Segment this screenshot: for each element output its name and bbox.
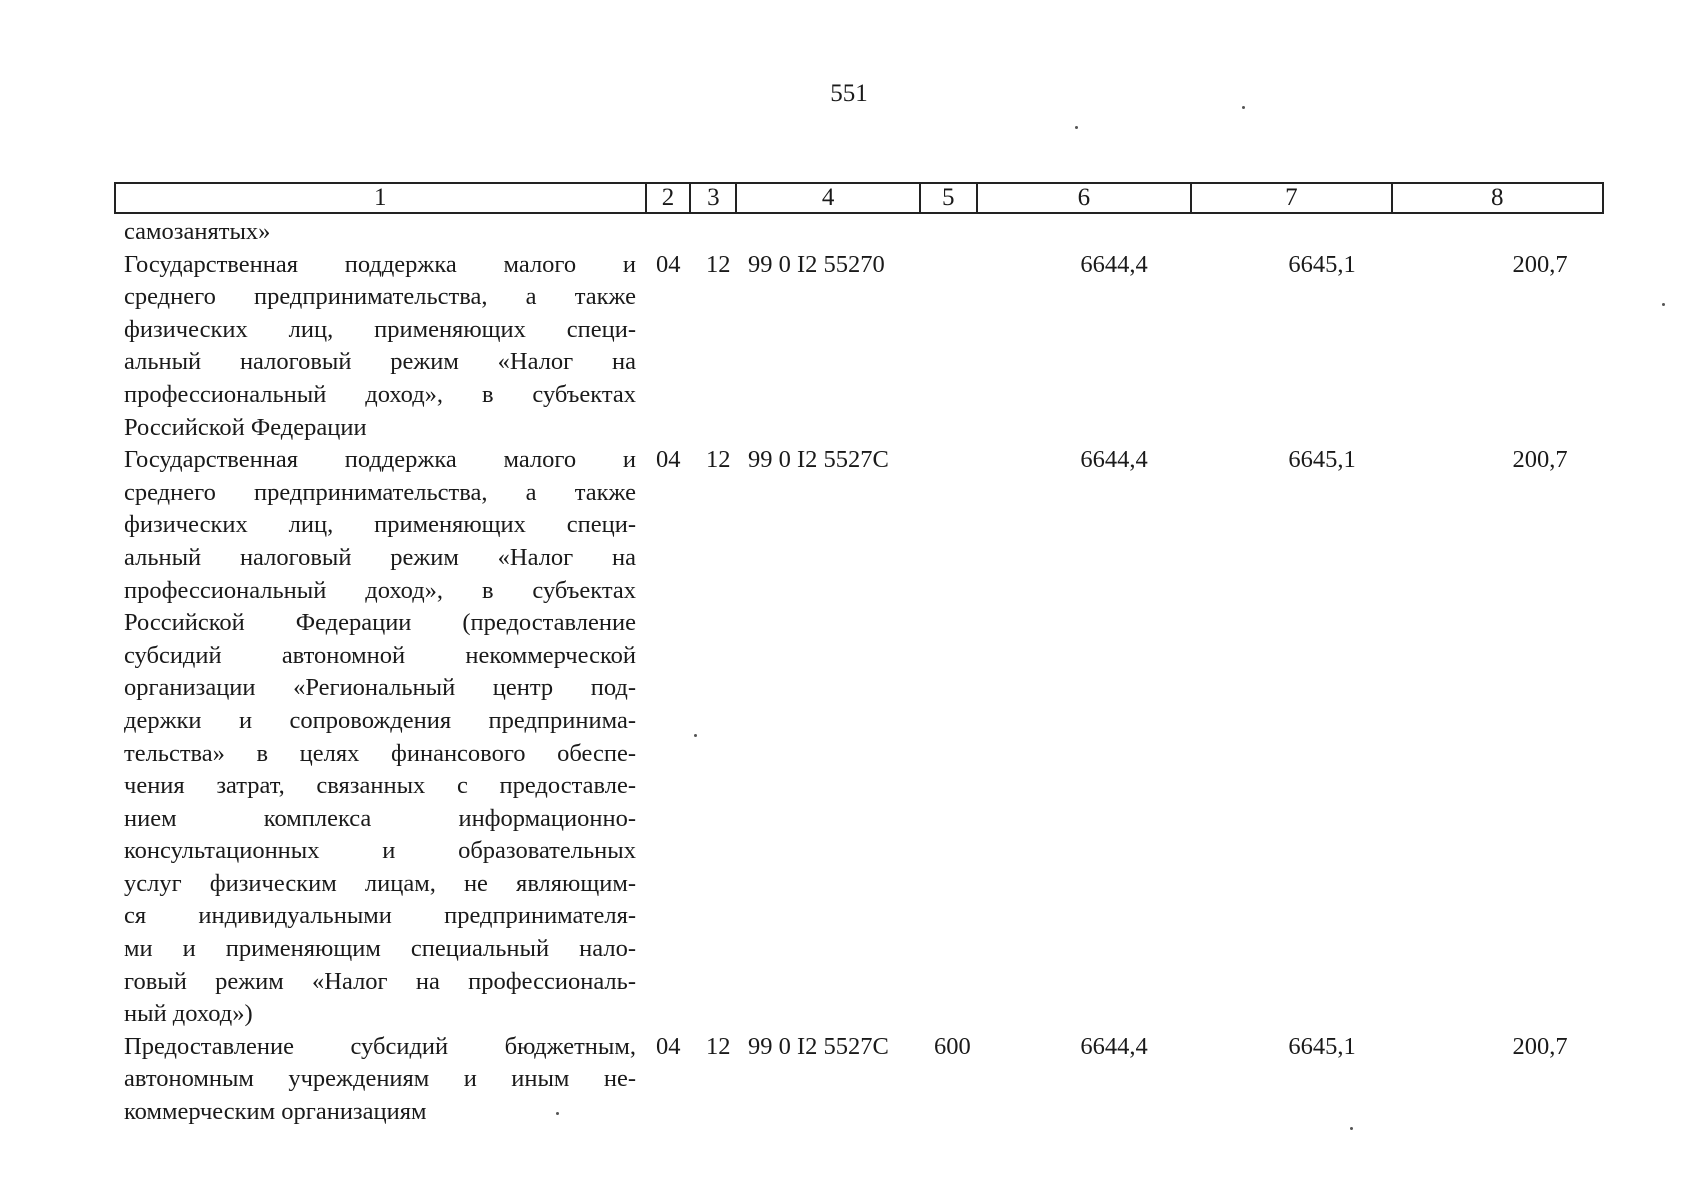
- subsection-code: 12: [706, 1032, 731, 1060]
- header-col-5: 5: [921, 184, 978, 212]
- scan-speck: [1075, 126, 1078, 129]
- description-line: субсидий автономной некоммерческой: [124, 641, 636, 669]
- description-line: среднего предпринимательства, а также: [124, 283, 636, 311]
- row-description: [124, 444, 636, 1031]
- expense-type-code: 600: [934, 1032, 971, 1060]
- header-col-6: 6: [978, 184, 1192, 212]
- section-code: 04: [656, 446, 681, 474]
- table-body: [124, 216, 1604, 1129]
- description-line: организации «Региональный центр под-: [124, 674, 636, 702]
- description-line: коммерческим организациям: [124, 1098, 427, 1126]
- description-line: услуг физическим лицам, не являющим-: [124, 869, 636, 897]
- description-line: консультационных и образовательных: [124, 837, 636, 865]
- value-col-8: 200,7: [1512, 250, 1568, 278]
- subsection-code: 12: [706, 446, 731, 474]
- header-col-4: 4: [737, 184, 921, 212]
- table-header-row: [114, 182, 1604, 214]
- row-description: [124, 249, 636, 445]
- description-line: альный налоговый режим «Налог на: [124, 543, 636, 571]
- description-line: Российской Федерации (предоставление: [124, 609, 636, 637]
- description-line: говый режим «Налог на профессиональ-: [124, 967, 636, 995]
- description-line: альный налоговый режим «Налог на: [124, 348, 636, 376]
- scan-speck: [1662, 303, 1665, 306]
- description-line: Государственная поддержка малого и: [124, 446, 636, 474]
- scan-speck: [694, 734, 697, 737]
- description-line: тельства» в целях финансового обеспе-: [124, 739, 636, 767]
- page-number: 551: [830, 80, 868, 107]
- table-row: [124, 249, 1604, 445]
- value-col-8: 200,7: [1512, 446, 1568, 474]
- description-line: Российской Федерации: [124, 413, 367, 441]
- description-line: чения затрат, связанных с предоставле-: [124, 772, 636, 800]
- scan-speck: [1242, 106, 1245, 109]
- section-code: 04: [656, 250, 681, 278]
- row-description: [124, 216, 636, 249]
- table-row: [124, 216, 1604, 249]
- header-col-1: 1: [116, 184, 647, 212]
- description-line: самозанятых»: [124, 218, 271, 245]
- description-line: держки и сопровождения предпринима-: [124, 706, 636, 734]
- description-line: ся индивидуальными предпринимателя-: [124, 902, 636, 930]
- description-line: профессиональный доход», в субъектах: [124, 380, 636, 408]
- table-row: [124, 1031, 1604, 1129]
- header-col-7: 7: [1192, 184, 1392, 212]
- value-col-7: 6645,1: [1288, 250, 1356, 278]
- value-col-7: 6645,1: [1288, 1032, 1356, 1060]
- header-col-2: 2: [647, 184, 692, 212]
- subsection-code: 12: [706, 250, 731, 278]
- target-article-code: 99 0 I2 55270: [748, 250, 885, 278]
- value-col-6: 6644,4: [1080, 250, 1148, 278]
- header-col-3: 3: [691, 184, 737, 212]
- value-col-6: 6644,4: [1080, 1032, 1148, 1060]
- target-article-code: 99 0 I2 5527С: [748, 446, 889, 474]
- value-col-7: 6645,1: [1288, 446, 1356, 474]
- description-line: среднего предпринимательства, а также: [124, 478, 636, 506]
- description-line: физических лиц, применяющих специ-: [124, 511, 636, 539]
- description-line: физических лиц, применяющих специ-: [124, 315, 636, 343]
- description-line: Государственная поддержка малого и: [124, 250, 636, 278]
- section-code: 04: [656, 1032, 681, 1060]
- row-description: [124, 1031, 636, 1129]
- description-line: ми и применяющим специальный нало-: [124, 935, 636, 963]
- target-article-code: 99 0 I2 5527С: [748, 1032, 889, 1060]
- table-row: [124, 444, 1604, 1031]
- description-line: Предоставление субсидий бюджетным,: [124, 1032, 636, 1060]
- header-col-8: 8: [1491, 184, 1504, 211]
- scan-speck: [1350, 1127, 1353, 1130]
- value-col-8: 200,7: [1512, 1032, 1568, 1060]
- description-line: ный доход»): [124, 1000, 253, 1028]
- description-line: автономным учреждениям и иным не-: [124, 1065, 636, 1093]
- scan-speck: [556, 1112, 559, 1115]
- value-col-6: 6644,4: [1080, 446, 1148, 474]
- description-line: нием комплекса информационно-: [124, 804, 636, 832]
- description-line: профессиональный доход», в субъектах: [124, 576, 636, 604]
